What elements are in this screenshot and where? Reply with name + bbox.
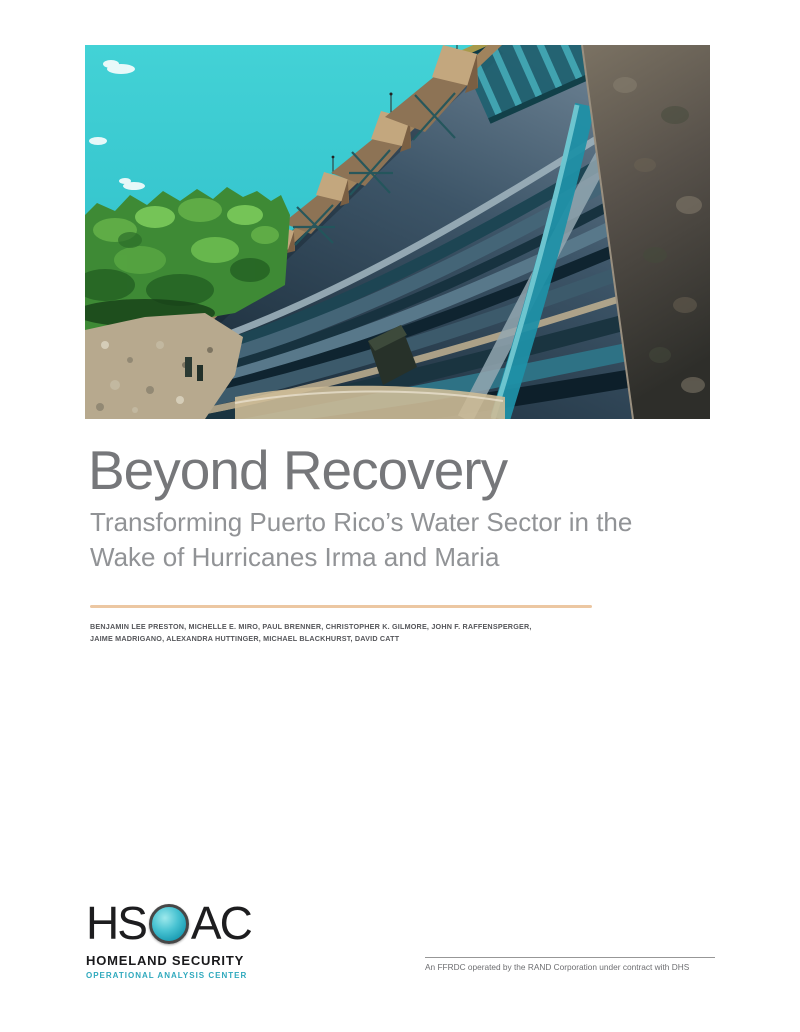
report-subtitle-line2: Wake of Hurricanes Irma and Maria [90,542,500,572]
report-subtitle [90,505,632,575]
dam-spillway-illustration [85,45,710,419]
author-list-line2: JAIME MADRIGANO, ALEXANDRA HUTTINGER, MICHAEL BLACKHURST, DAVID CATT [90,633,400,643]
report-title: Beyond Recovery [88,439,508,501]
author-list-line1: BENJAMIN LEE PRESTON, MICHELLE E. MIRO, PAUL BRENNER, CHRISTOPHER K. GILMORE, JOHN F. RAFFENSPERGER, [90,622,532,631]
hsoac-acronym-ac: AC [190,897,251,949]
author-list [90,621,600,644]
logo-operational-analysis-center: OPERATIONAL ANALYSIS CENTER [86,971,248,980]
hsoac-acronym [86,897,256,949]
cover-photo-dam-spillway [85,45,710,419]
globe-icon [149,904,189,944]
hsoac-acronym-hs: HS [86,897,146,949]
hsoac-logo [86,897,256,980]
logo-homeland-security: HOMELAND SECURITY [86,953,245,968]
report-subtitle-line1: Transforming Puerto Rico’s Water Sector in the [90,507,633,537]
accent-rule [90,605,592,608]
ffrdc-note: An FFRDC operated by the RAND Corporation under contract with DHS [425,957,715,972]
